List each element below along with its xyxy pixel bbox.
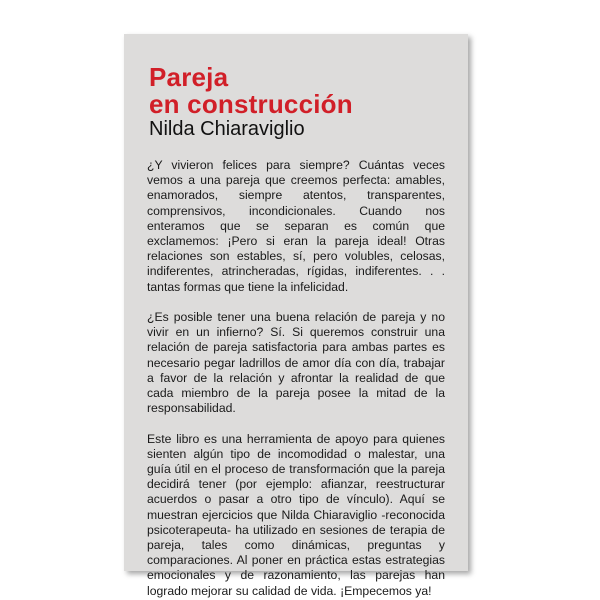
blurb-paragraph-1: ¿Y vivieron felices para siempre? Cuántas veces vemos a una pareja que creemos perfecta: amables, enamorados, siempre atentos, transparentes, comprensivos, incondicionales. Cuando nos enteramos que se separan es común que exclamemos: ¡Pero si eran la pareja ideal! Otras relaciones son estables, sí, pero volubles, celosas, indiferentes, atrincheradas, rígidas, indiferentes. . . tantas formas que tiene la infelicidad. — [147, 158, 445, 294]
book-title — [149, 64, 353, 118]
blurb-paragraph-3: Este libro es una herramienta de apoyo para quienes sienten algún tipo de incomodidad o malestar, una guía útil en el proceso de transformación que la pareja decidirá tener (por ejemplo: afianzar, reestructurar acuerdos o pasar a otro tipo de vínculo). Aquí se muestran ejercicios que Nilda Chiaraviglio -reconocida psicoterapeuta- ha utilizado en sesiones de terapia de pareja, tales como dinámicas, preguntas y comparaciones. Al poner en práctica estas estrategias emocionales y de razonamiento, las parejas han logrado mejorar su calidad de vida. ¡Empecemos ya! — [147, 431, 445, 598]
blurb-paragraph-2: ¿Es posible tener una buena relación de pareja y no vivir en un infierno? Sí. Si queremos construir una relación de pareja satisfactoria para ambas partes es necesario pegar ladrillos de amor día con día, trabajar a favor de la relación y afrontar la realidad de que cada miembro de la pareja posee la mitad de la responsabilidad. — [147, 310, 445, 416]
book-title-line-1: Pareja — [149, 62, 229, 92]
book-author: Nilda Chiaraviglio — [149, 118, 305, 140]
book-title-line-2: en construcción — [149, 89, 353, 119]
blurb-text — [147, 158, 445, 599]
